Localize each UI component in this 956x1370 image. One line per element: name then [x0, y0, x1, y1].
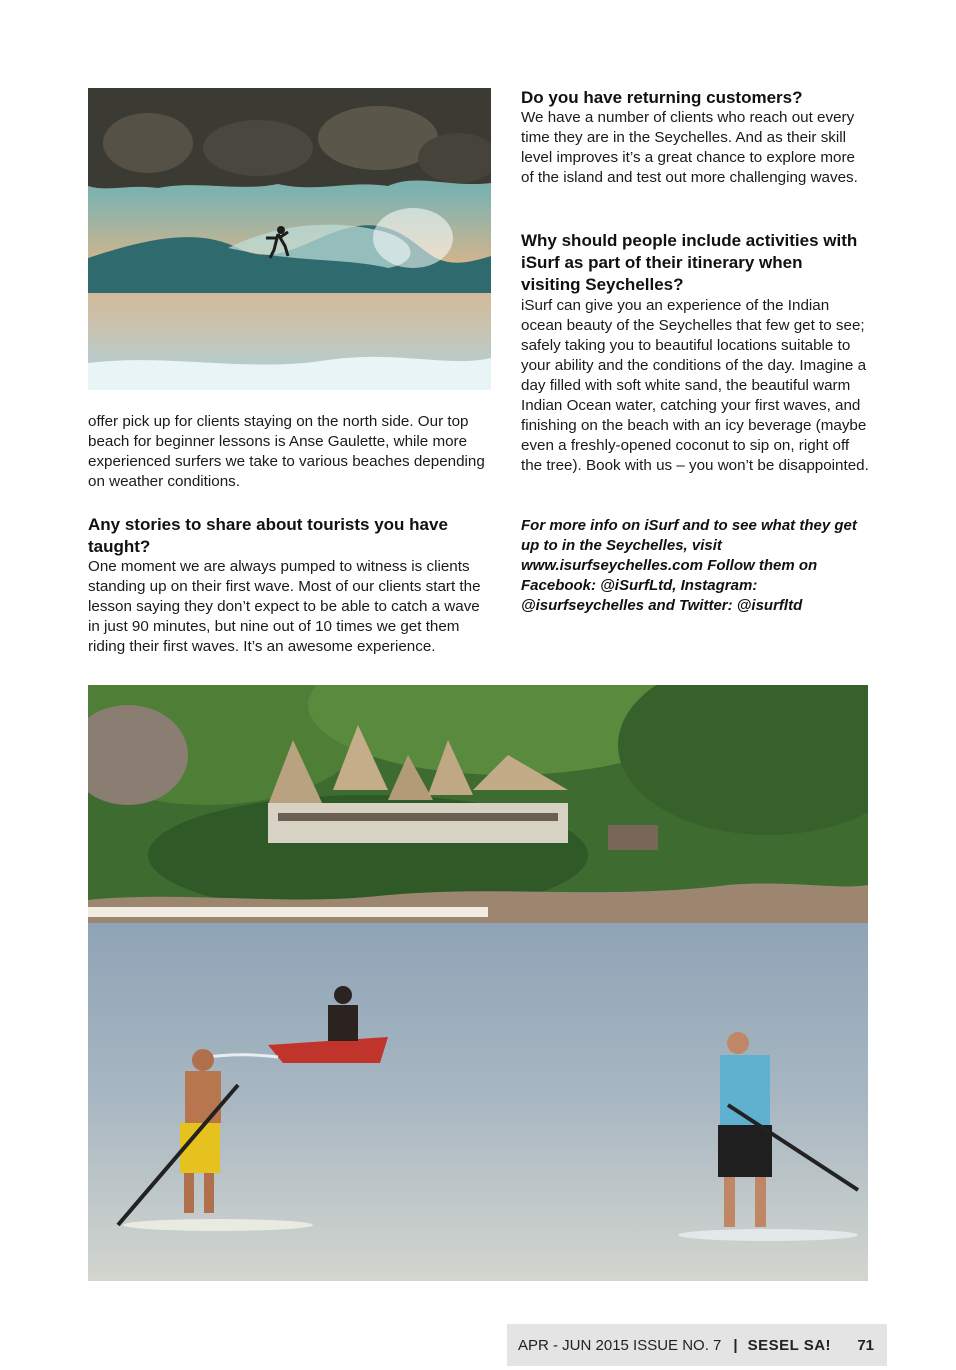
- paddleboarders-photo: [88, 685, 868, 1281]
- more-info-promo: For more info on iSurf and to see what they get up to in the Seychelles, visit www.isurfseychelles.com Follow them on Facebook: @iSurfLtd, Instagram: @isurfseychelles and Twitter: @isurfltd: [521, 517, 857, 614]
- footer-bar: [507, 1324, 887, 1366]
- stories-answer-paragraph: One moment we are always pumped to witness is clients standing up on their first wave. Most of our clients start the lesson saying they don’t expect to be able to catch a wave in just 90 minutes, but nine out of 10 times we get them riding their first waves. It’s an awesome experience.: [88, 558, 481, 655]
- footer-separator: |: [733, 1336, 738, 1354]
- page-number: 71: [857, 1336, 874, 1354]
- issue-info: APR - JUN 2015 ISSUE NO. 7: [518, 1336, 722, 1354]
- left-continuation-paragraph: offer pick up for clients staying on the north side. Our top beach for beginner lessons is Anse Gaulette, while more experienced surfers we take to various beaches depending on weather conditions.: [88, 413, 485, 490]
- stories-question-heading: Any stories to share about tourists you have taught?: [88, 515, 448, 556]
- magazine-name: SESEL SA!: [747, 1336, 832, 1354]
- returning-question-heading: Do you have returning customers?: [521, 88, 803, 107]
- surfer-photo: [88, 88, 491, 390]
- why-question-heading: Why should people include activities with iSurf as part of their itinerary when visiting Seychelles?: [521, 231, 858, 294]
- returning-answer-paragraph: We have a number of clients who reach out every time they are in the Seychelles. And as their skill level improves it’s a great chance to explore more of the island and test out more challenging waves.: [521, 109, 858, 186]
- why-answer-paragraph: iSurf can give you an experience of the Indian ocean beauty of the Seychelles that few get to see; safely taking you to beautiful locations suitable to your ability and the conditions of the day. Imagine a day filled with soft white sand, the beautiful warm Indian Ocean water, catching your first waves, and finishing on the beach with an icy beverage (maybe even a freshly-opened coconut to sip on, right off the tree). Book with us – you won’t be disappointed.: [521, 297, 869, 474]
